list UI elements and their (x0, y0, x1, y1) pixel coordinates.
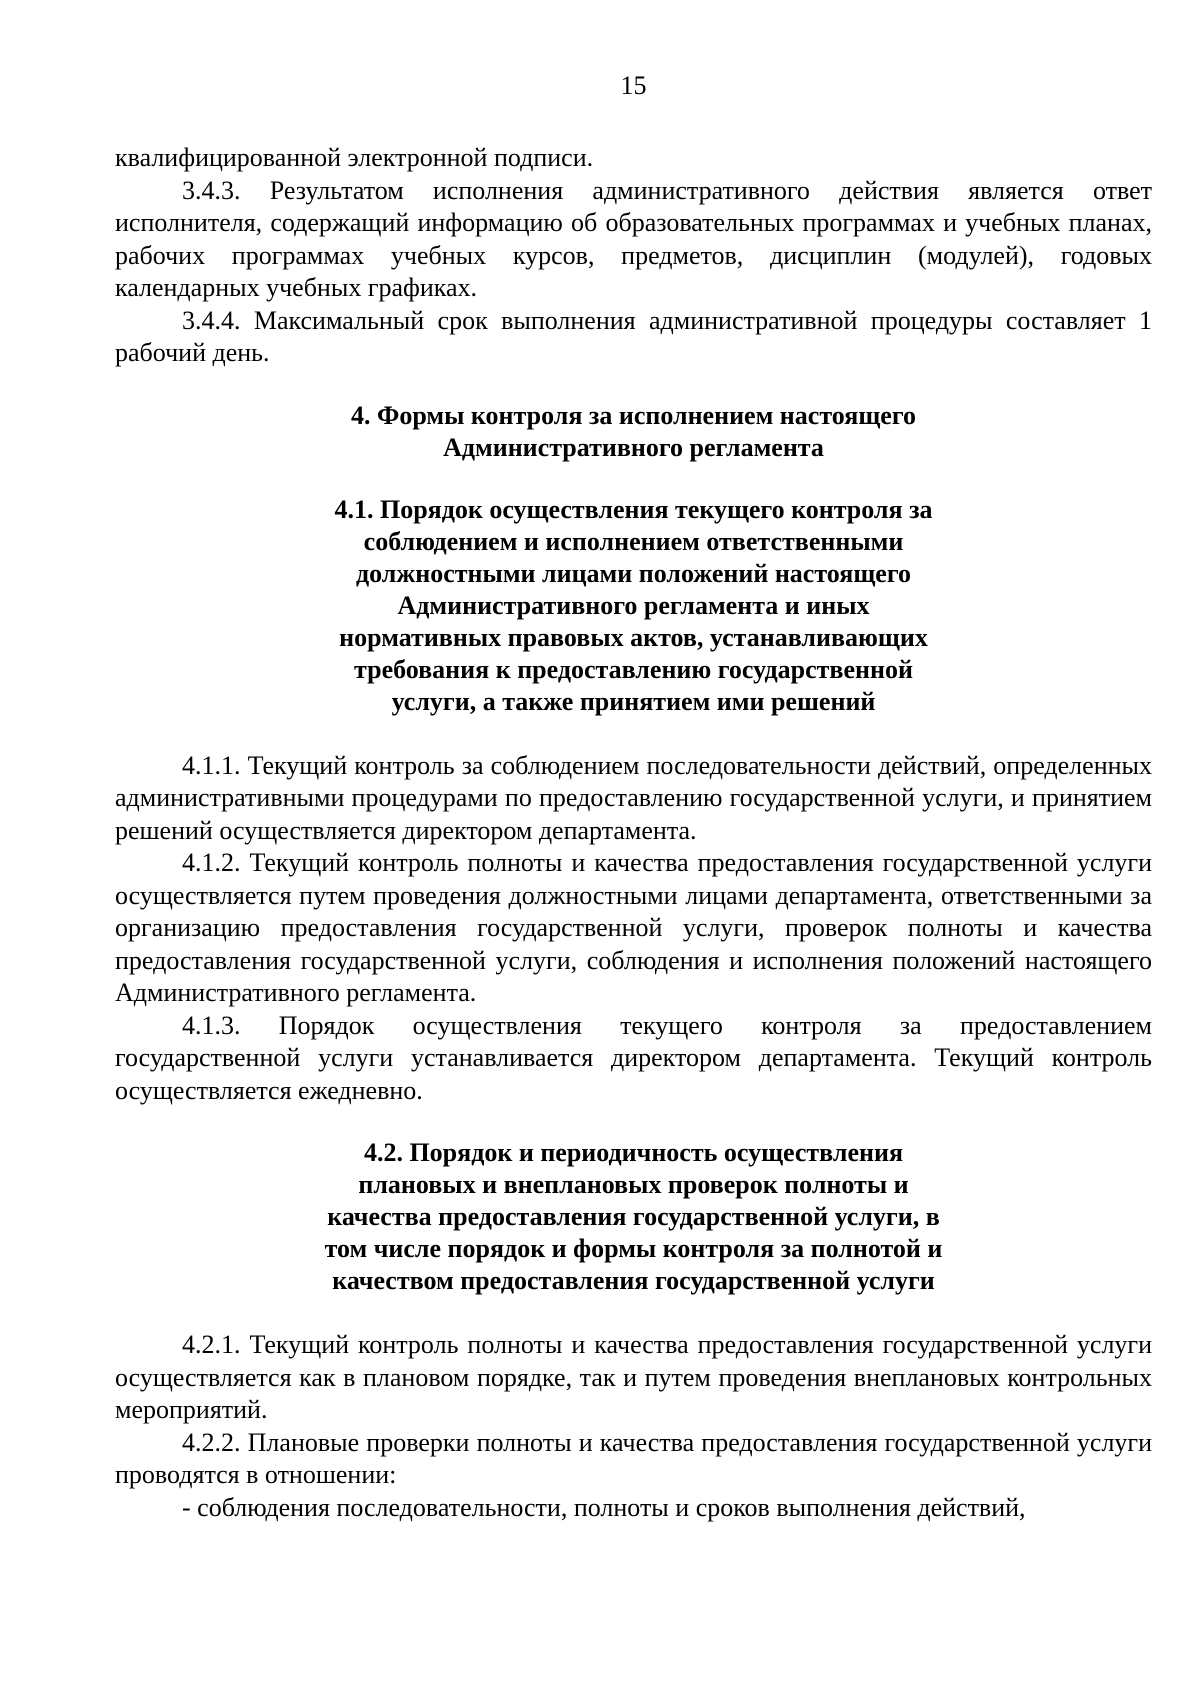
document-page (115, 70, 1152, 1524)
heading-line: 4.2. Порядок и периодичность осуществления (363, 1138, 904, 1167)
paragraph-4-1-1: 4.1.1. Текущий контроль за соблюдением последовательности действий, определенных административными процедурами по предоставлению государственной услуги, и принятием решений осуществляется директором департамента. (115, 750, 1152, 845)
heading-line: качества предоставления государственной услуги, в (327, 1202, 940, 1231)
paragraph-4-2-1: 4.2.1. Текущий контроль полноты и качества предоставления государственной услуги осуществляется как в плановом порядке, так и путем проведения внеплановых контрольных мероприятий. (115, 1330, 1152, 1424)
heading-line: требования к предоставлению государственной (354, 654, 913, 684)
heading-section-4-2 (115, 1137, 1152, 1297)
paragraph-3-4-3: 3.4.3. Результатом исполнения административного действия является ответ исполнителя, содержащий информацию об образовательных программах и учебных планах, рабочих программах учебных курсов, предметов, дисциплин (модулей), годовых календарных учебных графиках. (115, 175, 1152, 302)
heading-line: нормативных правовых актов, устанавливающих (339, 622, 928, 652)
paragraph-4-1-2: 4.1.2. Текущий контроль полноты и качества предоставления государственной услуги осуществляется путем проведения должностными лицами департамента, ответственными за организацию предоставления государственной услуги, проверок полноты и качества предоставления государственной услуги, соблюдения и исполнения положений настоящего Административного регламента. (115, 848, 1152, 1007)
heading-line: Административного регламента и иных (397, 590, 870, 620)
heading-section-4-1 (115, 494, 1152, 718)
heading-section-4 (115, 400, 1152, 464)
heading-line: должностными лицами положений настоящего (356, 558, 911, 588)
heading-line: соблюдением и исполнением ответственными (363, 526, 904, 556)
heading-line: 4. Формы контроля за исполнением настоящего (351, 400, 916, 430)
paragraph-4-2-2: 4.2.2. Плановые проверки полноты и качества предоставления государственной услуги проводятся в отношении: (115, 1427, 1152, 1489)
heading-line: том числе порядок и формы контроля за полнотой и (324, 1234, 943, 1263)
heading-line: 4.1. Порядок осуществления текущего контроля за (334, 494, 933, 524)
heading-line: услуги, а также принятием ими решений (391, 686, 876, 716)
list-item-bullet-1: - соблюдения последовательности, полноты и сроков выполнения действий, (182, 1492, 1026, 1522)
page-number: 15 (620, 71, 647, 100)
paragraph-4-1-3: 4.1.3. Порядок осуществления текущего контроля за предоставлением государственной услуги устанавливается директором департамента. Текущий контроль осуществляется ежедневно. (115, 1010, 1152, 1105)
heading-line: качеством предоставления государственной услуги (332, 1266, 935, 1295)
heading-line: плановых и внеплановых проверок полноты и (358, 1170, 909, 1199)
paragraph-continuation: квалифицированной электронной подписи. (115, 143, 594, 172)
paragraph-3-4-4: 3.4.4. Максимальный срок выполнения административной процедуры составляет 1 рабочий день. (115, 305, 1152, 367)
heading-line: Административного регламента (443, 432, 824, 462)
